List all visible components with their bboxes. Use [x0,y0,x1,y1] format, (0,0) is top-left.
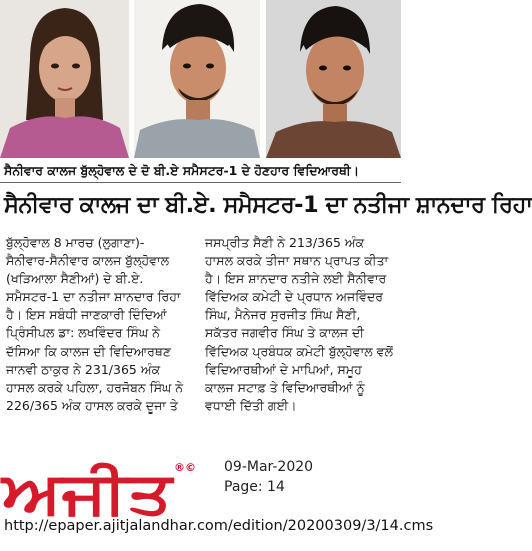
divider [0,182,401,183]
registered-mark: ®© [174,461,196,474]
edition-date: 09-Mar-2020 [224,459,314,475]
article-line: ਦੱਸਿਆ ਕਿ ਕਾਲਜ ਦੀ ਵਿਦਿਆਰਥਣ [6,343,171,359]
student-photo-3 [266,0,401,158]
epaper-url-link[interactable]: http://epaper.ajitjalandhar.com/edition/20200309/3/14.cms [4,518,434,534]
article-line: ਸਮੈਸਟਰ-1 ਦਾ ਨਤੀਜਾ ਸ਼ਾਨਦਾਰ ਰਿਹਾ [6,289,181,305]
article-line: ਜਾਨਵੀ ਠਾਕੁਰ ਨੇ 231/365 ਅੰਕ [6,361,161,377]
student-photo-1 [0,0,129,158]
article-line: ਸੈਨੀਵਾਰ-ਸੈਨੀਵਾਰ ਕਾਲਜ ਬੁੱਲ੍ਹੋਵਾਲ [6,253,170,269]
article-line: ਕਾਲਜ ਸਟਾਫ਼ ਤੇ ਵਿਦਿਆਰਥੀਆਂ ਨੂੰ [205,379,365,395]
logo-text: ਅਜੀਤ [0,459,176,527]
article-line: ਜਸਪ੍ਰੀਤ ਸੈਣੀ ਨੇ 213/365 ਅੰਕ [205,235,365,250]
article-column-right [205,234,395,415]
article-line: ਹਾਸਲ ਕਰਕੇ ਤੀਜਾ ਸਥਾਨ ਪ੍ਰਾਪਤ ਕੀਤਾ [205,253,389,269]
epaper-footer [0,455,434,551]
article-column-left [6,234,196,415]
article-line: ਸਿੰਘ, ਮੈਨੇਜਰ ਸੁਰਜੀਤ ਸਿੰਘ ਸੈਣੀ, [205,307,361,323]
article-line: ਵਿੱਦਿਅਕ ਕਮੇਟੀ ਦੇ ਪ੍ਰਧਾਨ ਅਜਵਿੰਦਰ [205,289,383,305]
photo-caption: ਸੈਨੀਵਾਰ ਕਾਲਜ ਬੁੱਲ੍ਹੋਵਾਲ ਦੇ ਦੋ ਬੀ.ਏ ਸਮੈਸਟਰ-1 ਦੇ ਹੋਣਹਾਰ ਵਿਦਿਆਰਥੀ। [4,163,360,178]
article-line: ਹੈ। ਇਸ ਸ਼ਾਨਦਾਰ ਨਤੀਜੇ ਲਈ ਸੈਨੀਵਾਰ [205,271,387,287]
article-line: ਵਧਾਈ ਦਿੱਤੀ ਗਈ। [205,397,297,413]
article-line: ਹਾਸਲ ਕਰਕੇ ਪਹਿਲਾ, ਹਰਜੋਬਨ ਸਿੰਘ ਨੇ [6,379,184,395]
article-line: ਵਿੱਦਿਅਕ ਪ੍ਰਬੰਧਕ ਕਮੇਟੀ ਬੁੱਲ੍ਹੋਵਾਲ ਵਲੋਂ [205,343,393,359]
article-line: (ਖੜਿਆਲਾ ਸੈਣੀਆਂ) ਦੇ ਬੀ.ਏ. [6,271,144,287]
article-line: 226/365 ਅੰਕ ਹਾਸਲ ਕਰਕੇ ਦੂਜਾ ਤੇ [6,397,178,413]
page-number: Page: 14 [224,479,285,495]
article-headline: ਸੈਨੀਵਾਰ ਕਾਲਜ ਦਾ ਬੀ.ਏ. ਸਮੈਸਟਰ-1 ਦਾ ਨਤੀਜਾ ਸ਼ਾਨਦਾਰ ਰਿਹਾ [4,192,532,218]
student-photos [0,0,401,162]
student-photo-2 [134,0,260,158]
article-line: ਸਕੱਤਰ ਜਗਵੀਰ ਸਿੰਘ ਤੇ ਕਾਲਜ ਦੀ [205,325,365,341]
article-line: ਵਿਦਿਆਰਥੀਆਂ ਦੇ ਮਾਪਿਆਂ, ਸਮੂਹ [205,361,362,377]
article-line: ਪ੍ਰਿੰਸੀਪਲ ਡਾ: ਲਖਵਿੰਦਰ ਸਿੰਘ ਨੇ [6,325,160,341]
article-line: ਹੈ। ਇਸ ਸਬੰਧੀ ਜਾਣਕਾਰੀ ਦਿੰਦਿਆਂ [6,307,167,323]
article-line: ਬੁੱਲ੍ਹੋਵਾਲ 8 ਮਾਰਚ (ਲੁਗਾਣਾ)- [6,235,145,250]
